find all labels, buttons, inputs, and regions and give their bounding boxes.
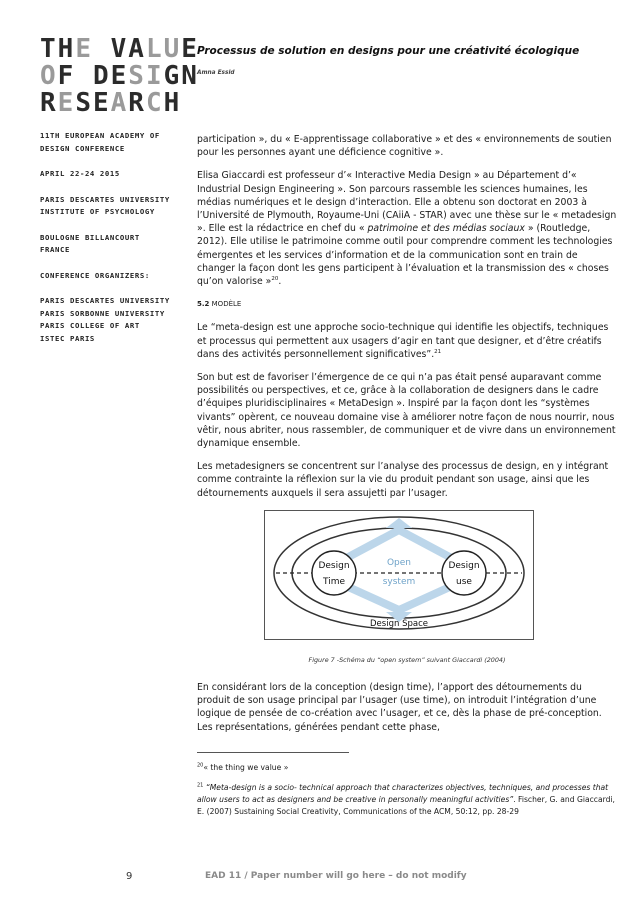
sidebar-block bbox=[40, 168, 190, 181]
sidebar-block bbox=[40, 194, 190, 219]
section-heading: 5.2 MODÈLE bbox=[197, 300, 242, 309]
footnote-20: $^{20}$« the thing we value » bbox=[197, 762, 289, 772]
sidebar-line: DESIGN CONFERENCE bbox=[40, 143, 125, 153]
footnote-divider bbox=[197, 752, 349, 753]
design-use-label-2: use bbox=[456, 576, 472, 587]
sidebar-line: BOULOGNE BILLANCOURT bbox=[40, 232, 140, 242]
main-text bbox=[197, 133, 617, 744]
sidebar-line: CONFERENCE ORGANIZERS: bbox=[40, 270, 150, 280]
paragraph-6: En considérant lors de la conception (design time), l’apport des détournements du produit de son usage principal par l’usager (use time), on introduit l’intégration d’une logique de pensée de co-création avec l’usager, et ce, dès la phase de pré-conception. Les représentations, générées pendant cette phase, bbox=[197, 682, 602, 733]
footer-text: EAD 11 / Paper number will go here – do not modify bbox=[205, 871, 467, 881]
sidebar-line: PARIS SORBONNE UNIVERSITY bbox=[40, 308, 165, 318]
sidebar-block bbox=[40, 232, 190, 257]
sidebar-block bbox=[40, 295, 190, 345]
footnote-ref-20[interactable]: 20 bbox=[271, 275, 279, 282]
sidebar-line: INSTITUTE OF PSYCHOLOGY bbox=[40, 207, 155, 216]
paragraph-2: Elisa Giaccardi est professeur d’« Interactive Media Design » au Département d’« Industrial Design Engineering ». Son parcours rassemble les sciences humaines, les médias numériques et le design d’interaction. Elle a obtenu son doctorat en 2003 à l’Université de Plymouth, Royaume-Uni (CAiiA - STAR) avec une thèse sur le « metadesign ». Elle est la rédactrice en chef du « patrimoine et des médias sociaux » (Routledge, 2012). Elle utilise le patrimoine comme outil pour comprendre comment les technologies émergentes et les services d’information et de la communication sont en train de changer la façon dont les gens participent à l’évaluation et la transmission des « choses qu’on valorise »$^{20}$. bbox=[197, 170, 617, 288]
logo-line-2: OF DESIGN bbox=[40, 61, 199, 91]
open-system-label-1: Open bbox=[386, 557, 412, 568]
logo-line-1: THE VALUE bbox=[40, 34, 199, 64]
sidebar-line: PARIS COLLEGE OF ART bbox=[40, 321, 140, 330]
conference-sidebar bbox=[40, 130, 190, 358]
sidebar-line: PARIS DESCARTES UNIVERSITY bbox=[40, 194, 170, 204]
footnotes bbox=[197, 762, 617, 826]
sidebar-line: ISTEC PARIS bbox=[40, 333, 95, 343]
open-system-label-2: system bbox=[382, 576, 416, 587]
sidebar-block bbox=[40, 270, 190, 283]
italic-title: patrimoine et des médias sociaux bbox=[367, 223, 525, 235]
figure-caption: Figure 7 -Schéma du “open system” suivant Giaccardi (2004) bbox=[308, 655, 506, 664]
paragraph-4: Son but est de favoriser l’émergence de ce qui n’a pas était pensé auparavant comme possibilités ou perspectives, et ce, grâce à la collaboration de designers dans le cadre d’équipes pluridisciplinaires « MetaDesign ». Inspiré par la façon dont les “systèmes vivants” opèrent, ce nouveau domaine vise à améliorer notre façon de nous nourrir, nous vêtir, nous abriter, nous rassembler, de communiquer et de vivre dans un environnement dynamique ensemble. bbox=[197, 372, 616, 450]
open-system-diagram bbox=[264, 510, 534, 640]
sidebar-block bbox=[40, 130, 190, 155]
footnote-ref-21[interactable]: 21 bbox=[434, 348, 442, 355]
sidebar-line: PARIS DESCARTES UNIVERSITY bbox=[40, 296, 170, 305]
paper-author: Amna Essid bbox=[197, 70, 235, 76]
design-space-label: Design Space bbox=[370, 618, 428, 629]
paper-title: Processus de solution en designs pour une créativité écologique bbox=[197, 45, 580, 57]
conference-logo bbox=[40, 34, 199, 118]
logo-line-3: RESEARCH bbox=[40, 88, 182, 118]
open-system-figure bbox=[264, 510, 534, 640]
sidebar-line: APRIL 22-24 2015 bbox=[40, 169, 120, 178]
design-time-circle bbox=[312, 551, 356, 595]
design-time-label-2: Time bbox=[322, 576, 346, 587]
page-number: 9 bbox=[126, 871, 133, 882]
paragraph-1: participation », du « E-apprentissage collaborative » et des « environnements de soutien pour les personnes ayant une déficience cognitive ». bbox=[197, 134, 612, 159]
sidebar-line: 11TH EUROPEAN ACADEMY OF bbox=[40, 131, 160, 140]
design-use-label-1: Design bbox=[448, 560, 480, 571]
footnote-21: $^{21}$ “Meta-design is a socio- technical approach that characterizes objectives, techniques, and processes that allow users to act as designers and be creative in personally meaningful activities”. Fischer, G. and Giaccardi, E. (2007) Sustaining Social Creativity, Communications of the ACM, 50:12, pp. 28-29 bbox=[197, 782, 615, 816]
sidebar-line: FRANCE bbox=[40, 245, 70, 254]
paragraph-5: Les metadesigners se concentrent sur l’analyse des processus de design, en y intégrant comme contrainte la réflexion sur la vie du produit pendant son usage, ainsi que les détournements auxquels il sera assujetti par l’usager. bbox=[197, 461, 609, 499]
paragraph-3: Le “meta-design est une approche socio-technique qui identifie les objectifs, techniques et processus qui permettent aux usagers d’agir en tant que designer, et d’être créatifs dans des activités personnellement significatives”.$^{21}$ bbox=[197, 322, 609, 360]
design-use-circle bbox=[442, 551, 486, 595]
design-time-label-1: Design bbox=[318, 560, 350, 571]
